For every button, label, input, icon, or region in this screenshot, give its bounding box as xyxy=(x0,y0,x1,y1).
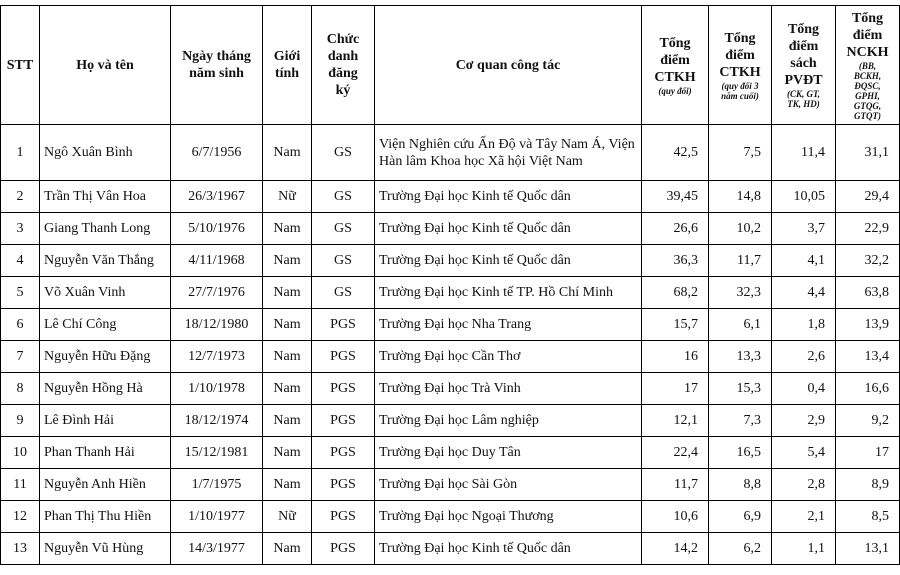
cell-org: Trường Đại học Duy Tân xyxy=(375,437,642,469)
cell-stt: 7 xyxy=(1,341,40,373)
cell-ctkh: 12,1 xyxy=(642,405,709,437)
table-row xyxy=(1,309,900,341)
cell-ctkh3: 11,7 xyxy=(709,245,772,277)
cell-title: GS xyxy=(312,181,375,213)
cell-book: 1,8 xyxy=(772,309,836,341)
cell-title: PGS xyxy=(312,437,375,469)
cell-dob: 6/7/1956 xyxy=(171,125,263,181)
cell-ctkh: 26,6 xyxy=(642,213,709,245)
cell-ctkh: 16 xyxy=(642,341,709,373)
cell-name: Võ Xuân Vinh xyxy=(40,277,171,309)
table-row xyxy=(1,373,900,405)
cell-gender: Nữ xyxy=(263,181,312,213)
cell-ctkh: 15,7 xyxy=(642,309,709,341)
cell-dob: 27/7/1976 xyxy=(171,277,263,309)
cell-nckh: 31,1 xyxy=(836,125,900,181)
cell-title: PGS xyxy=(312,309,375,341)
cell-book: 4,1 xyxy=(772,245,836,277)
cell-name: Phan Thanh Hải xyxy=(40,437,171,469)
cell-title: GS xyxy=(312,245,375,277)
cell-book: 10,05 xyxy=(772,181,836,213)
cell-ctkh3: 15,3 xyxy=(709,373,772,405)
cell-stt: 9 xyxy=(1,405,40,437)
cell-org: Trường Đại học Kinh tế Quốc dân xyxy=(375,181,642,213)
table-row xyxy=(1,213,900,245)
header-org: Cơ quan công tác xyxy=(375,6,642,125)
cell-ctkh3: 7,5 xyxy=(709,125,772,181)
cell-dob: 1/10/1977 xyxy=(171,501,263,533)
cell-title: GS xyxy=(312,277,375,309)
cell-org: Viện Nghiên cứu Ấn Độ và Tây Nam Á, Viện Hàn lâm Khoa học Xã hội Việt Nam xyxy=(375,125,642,181)
cell-gender: Nam xyxy=(263,341,312,373)
cell-stt: 3 xyxy=(1,213,40,245)
cell-org: Trường Đại học Sài Gòn xyxy=(375,469,642,501)
cell-gender: Nam xyxy=(263,213,312,245)
cell-org: Trường Đại học Cần Thơ xyxy=(375,341,642,373)
cell-title: PGS xyxy=(312,533,375,565)
cell-stt: 13 xyxy=(1,533,40,565)
cell-title: PGS xyxy=(312,469,375,501)
cell-gender: Nam xyxy=(263,277,312,309)
cell-dob: 26/3/1967 xyxy=(171,181,263,213)
cell-name: Trần Thị Vân Hoa xyxy=(40,181,171,213)
cell-nckh: 8,9 xyxy=(836,469,900,501)
table-row xyxy=(1,501,900,533)
cell-name: Lê Đình Hải xyxy=(40,405,171,437)
header-ctkh: Tổng điểm CTKH (quy đổi) xyxy=(642,6,709,125)
cell-stt: 11 xyxy=(1,469,40,501)
cell-book: 4,4 xyxy=(772,277,836,309)
cell-org: Trường Đại học Kinh tế Quốc dân xyxy=(375,533,642,565)
cell-name: Giang Thanh Long xyxy=(40,213,171,245)
cell-ctkh: 17 xyxy=(642,373,709,405)
table-row xyxy=(1,469,900,501)
cell-dob: 4/11/1968 xyxy=(171,245,263,277)
cell-ctkh: 10,6 xyxy=(642,501,709,533)
header-nckh: Tổng điểm NCKH (BB, BCKH, ĐQSC, GPHI, GTQG, GTQT) xyxy=(836,6,900,125)
cell-book: 2,8 xyxy=(772,469,836,501)
table-row xyxy=(1,405,900,437)
cell-org: Trường Đại học Kinh tế Quốc dân xyxy=(375,245,642,277)
cell-title: GS xyxy=(312,125,375,181)
header-stt: STT xyxy=(1,6,40,125)
cell-stt: 4 xyxy=(1,245,40,277)
cell-ctkh: 42,5 xyxy=(642,125,709,181)
cell-nckh: 17 xyxy=(836,437,900,469)
cell-title: GS xyxy=(312,213,375,245)
cell-stt: 12 xyxy=(1,501,40,533)
header-dob: Ngày tháng năm sinh xyxy=(171,6,263,125)
cell-book: 5,4 xyxy=(772,437,836,469)
cell-name: Nguyễn Hồng Hà xyxy=(40,373,171,405)
cell-name: Ngô Xuân Bình xyxy=(40,125,171,181)
cell-nckh: 22,9 xyxy=(836,213,900,245)
cell-org: Trường Đại học Lâm nghiệp xyxy=(375,405,642,437)
cell-stt: 5 xyxy=(1,277,40,309)
cell-nckh: 13,9 xyxy=(836,309,900,341)
header-title: Chức danh đăng ký xyxy=(312,6,375,125)
cell-nckh: 29,4 xyxy=(836,181,900,213)
cell-dob: 18/12/1974 xyxy=(171,405,263,437)
cell-ctkh: 68,2 xyxy=(642,277,709,309)
cell-gender: Nam xyxy=(263,309,312,341)
cell-ctkh: 22,4 xyxy=(642,437,709,469)
cell-dob: 1/10/1978 xyxy=(171,373,263,405)
cell-ctkh: 14,2 xyxy=(642,533,709,565)
cell-dob: 1/7/1975 xyxy=(171,469,263,501)
cell-ctkh: 36,3 xyxy=(642,245,709,277)
table-row xyxy=(1,125,900,181)
cell-ctkh3: 13,3 xyxy=(709,341,772,373)
cell-gender: Nam xyxy=(263,437,312,469)
table-row xyxy=(1,277,900,309)
cell-ctkh3: 6,1 xyxy=(709,309,772,341)
cell-book: 2,6 xyxy=(772,341,836,373)
cell-nckh: 8,5 xyxy=(836,501,900,533)
cell-nckh: 32,2 xyxy=(836,245,900,277)
cell-nckh: 63,8 xyxy=(836,277,900,309)
table-row xyxy=(1,181,900,213)
cell-name: Lê Chí Công xyxy=(40,309,171,341)
cell-ctkh: 39,45 xyxy=(642,181,709,213)
cell-ctkh: 11,7 xyxy=(642,469,709,501)
cell-org: Trường Đại học Ngoại Thương xyxy=(375,501,642,533)
table-row xyxy=(1,533,900,565)
cell-book: 11,4 xyxy=(772,125,836,181)
cell-book: 2,9 xyxy=(772,405,836,437)
cell-name: Nguyễn Vũ Hùng xyxy=(40,533,171,565)
cell-org: Trường Đại học Kinh tế Quốc dân xyxy=(375,213,642,245)
table-row xyxy=(1,437,900,469)
cell-ctkh3: 16,5 xyxy=(709,437,772,469)
cell-title: PGS xyxy=(312,341,375,373)
cell-nckh: 13,1 xyxy=(836,533,900,565)
cell-name: Phan Thị Thu Hiền xyxy=(40,501,171,533)
cell-gender: Nam xyxy=(263,373,312,405)
cell-name: Nguyễn Hữu Đặng xyxy=(40,341,171,373)
cell-org: Trường Đại học Nha Trang xyxy=(375,309,642,341)
cell-ctkh3: 8,8 xyxy=(709,469,772,501)
cell-stt: 2 xyxy=(1,181,40,213)
header-name: Họ và tên xyxy=(40,6,171,125)
cell-book: 3,7 xyxy=(772,213,836,245)
cell-title: PGS xyxy=(312,501,375,533)
cell-ctkh3: 32,3 xyxy=(709,277,772,309)
cell-stt: 1 xyxy=(1,125,40,181)
cell-gender: Nam xyxy=(263,245,312,277)
cell-ctkh3: 10,2 xyxy=(709,213,772,245)
cell-book: 0,4 xyxy=(772,373,836,405)
table-row xyxy=(1,245,900,277)
cell-dob: 15/12/1981 xyxy=(171,437,263,469)
cell-name: Nguyễn Văn Thắng xyxy=(40,245,171,277)
cell-gender: Nam xyxy=(263,533,312,565)
cell-gender: Nam xyxy=(263,405,312,437)
header-row xyxy=(1,6,900,125)
candidates-table xyxy=(0,5,900,565)
cell-stt: 8 xyxy=(1,373,40,405)
cell-book: 2,1 xyxy=(772,501,836,533)
cell-nckh: 9,2 xyxy=(836,405,900,437)
cell-org: Trường Đại học Trà Vinh xyxy=(375,373,642,405)
cell-stt: 10 xyxy=(1,437,40,469)
cell-ctkh3: 14,8 xyxy=(709,181,772,213)
header-ctkh3: Tổng điểm CTKH (quy đổi 3 năm cuối) xyxy=(709,6,772,125)
header-book: Tổng điểm sách PVĐT (CK, GT, TK, HD) xyxy=(772,6,836,125)
cell-gender: Nam xyxy=(263,469,312,501)
cell-title: PGS xyxy=(312,405,375,437)
cell-gender: Nữ xyxy=(263,501,312,533)
header-gender: Giới tính xyxy=(263,6,312,125)
cell-gender: Nam xyxy=(263,125,312,181)
cell-org: Trường Đại học Kinh tế TP. Hồ Chí Minh xyxy=(375,277,642,309)
table-row xyxy=(1,341,900,373)
cell-nckh: 16,6 xyxy=(836,373,900,405)
cell-ctkh3: 7,3 xyxy=(709,405,772,437)
cell-ctkh3: 6,2 xyxy=(709,533,772,565)
cell-book: 1,1 xyxy=(772,533,836,565)
cell-dob: 14/3/1977 xyxy=(171,533,263,565)
cell-stt: 6 xyxy=(1,309,40,341)
cell-name: Nguyễn Anh Hiền xyxy=(40,469,171,501)
cell-dob: 18/12/1980 xyxy=(171,309,263,341)
cell-nckh: 13,4 xyxy=(836,341,900,373)
cell-title: PGS xyxy=(312,373,375,405)
cell-dob: 5/10/1976 xyxy=(171,213,263,245)
cell-ctkh3: 6,9 xyxy=(709,501,772,533)
cell-dob: 12/7/1973 xyxy=(171,341,263,373)
